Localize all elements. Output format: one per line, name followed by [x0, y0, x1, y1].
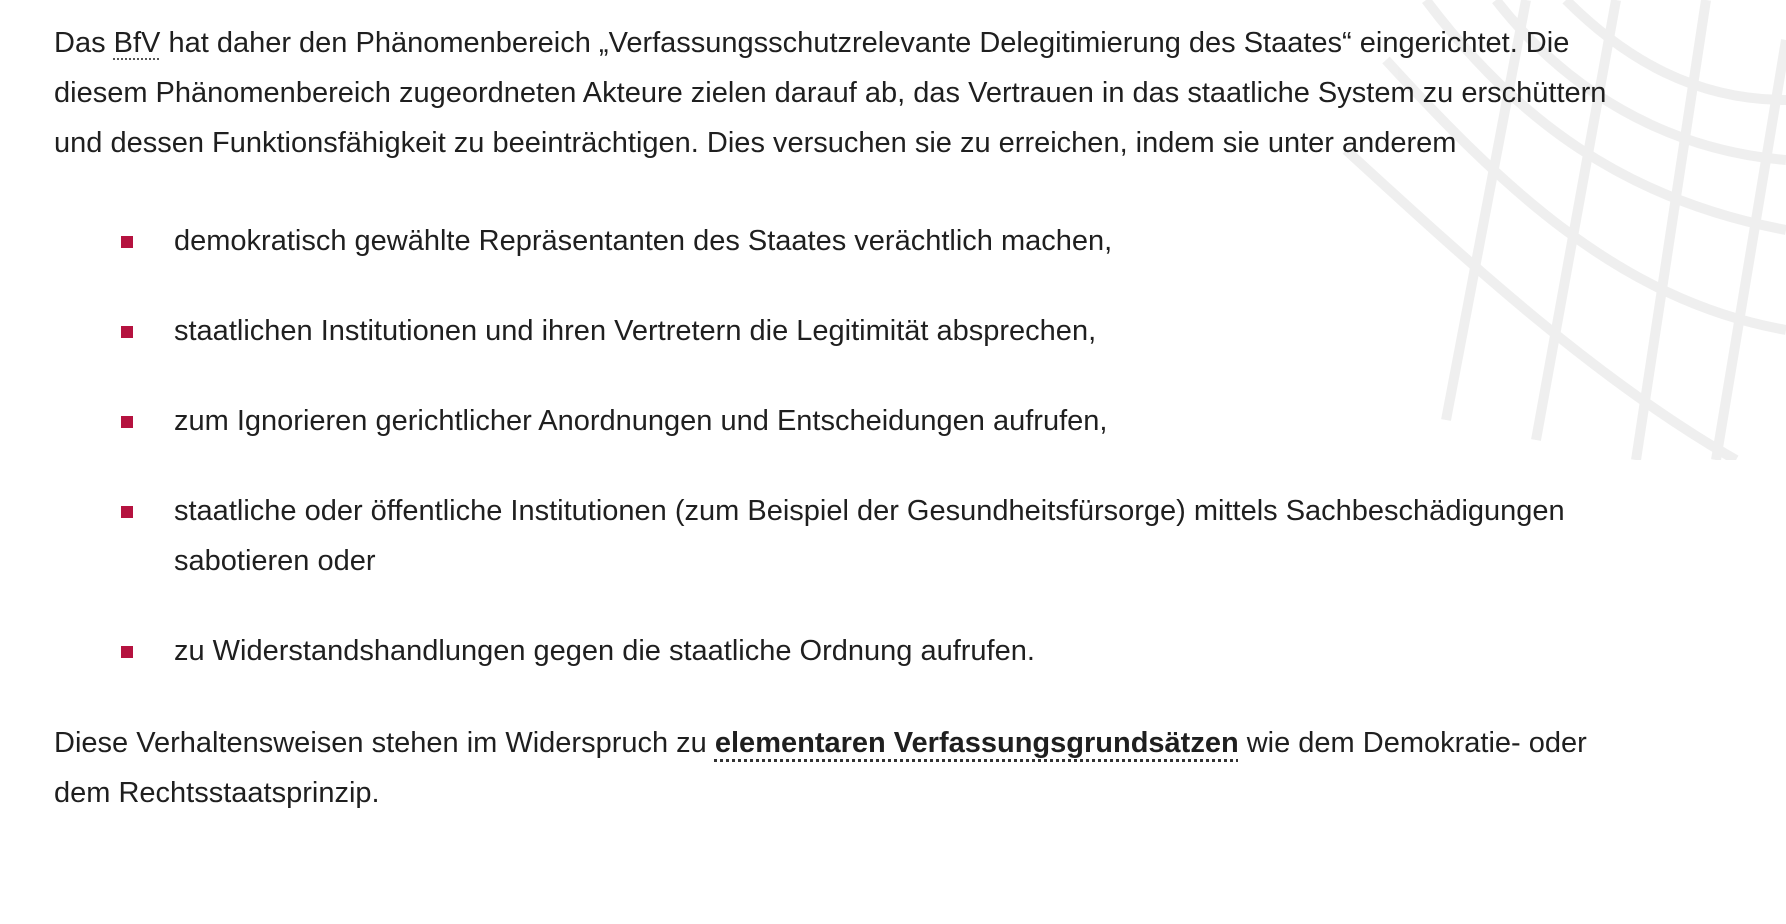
- list-item-text: demokratisch gewählte Repräsentanten des Staates verächtlich machen,: [174, 225, 1113, 257]
- intro-paragraph: [54, 18, 1634, 168]
- square-bullet-icon: [121, 646, 133, 658]
- list-item-text: staatliche oder öffentliche Institutionen (zum Beispiel der Gesundheitsfürsorge) mittels Sachbeschädigungen sabotieren oder: [174, 495, 1565, 577]
- intro-text-rest: hat daher den Phänomenbereich „Verfassungsschutzrelevante Delegitimierung des Staates“ eingerichtet. Die diesem Phänomenbereich zugeordneten Akteure zielen darauf ab, das Vertrauen in das staatliche System zu erschüttern und dessen Funktionsfähigkeit zu beeinträchtigen. Dies versuchen sie zu erreichen, indem sie unter anderem: [54, 27, 1607, 159]
- square-bullet-icon: [121, 326, 133, 338]
- square-bullet-icon: [121, 236, 133, 248]
- article-content: [54, 18, 1634, 818]
- closing-text-start: Diese Verhaltensweisen stehen im Widerspruch zu: [54, 727, 715, 759]
- closing-paragraph: [54, 718, 1634, 818]
- list-item: [174, 396, 1634, 446]
- list-item: [174, 306, 1634, 356]
- square-bullet-icon: [121, 506, 133, 518]
- list-item: [174, 626, 1634, 676]
- list-item-text: staatlichen Institutionen und ihren Vertretern die Legitimität absprechen,: [174, 315, 1097, 347]
- intro-text-start: Das: [54, 27, 114, 59]
- bullet-list: [54, 216, 1634, 676]
- list-item: [174, 486, 1634, 586]
- list-item-text: zu Widerstandshandlungen gegen die staatliche Ordnung aufrufen.: [174, 635, 1035, 667]
- square-bullet-icon: [121, 416, 133, 428]
- list-item-text: zum Ignorieren gerichtlicher Anordnungen und Entscheidungen aufrufen,: [174, 405, 1108, 437]
- closing-text-end: wie dem Demokratie- oder dem Rechtsstaatsprinzip.: [54, 727, 1587, 809]
- list-item: [174, 216, 1634, 266]
- bfv-abbreviation[interactable]: BfV: [113, 27, 161, 59]
- verfassungsgrundsaetze-link[interactable]: elementaren Verfassungsgrundsätzen: [714, 727, 1239, 759]
